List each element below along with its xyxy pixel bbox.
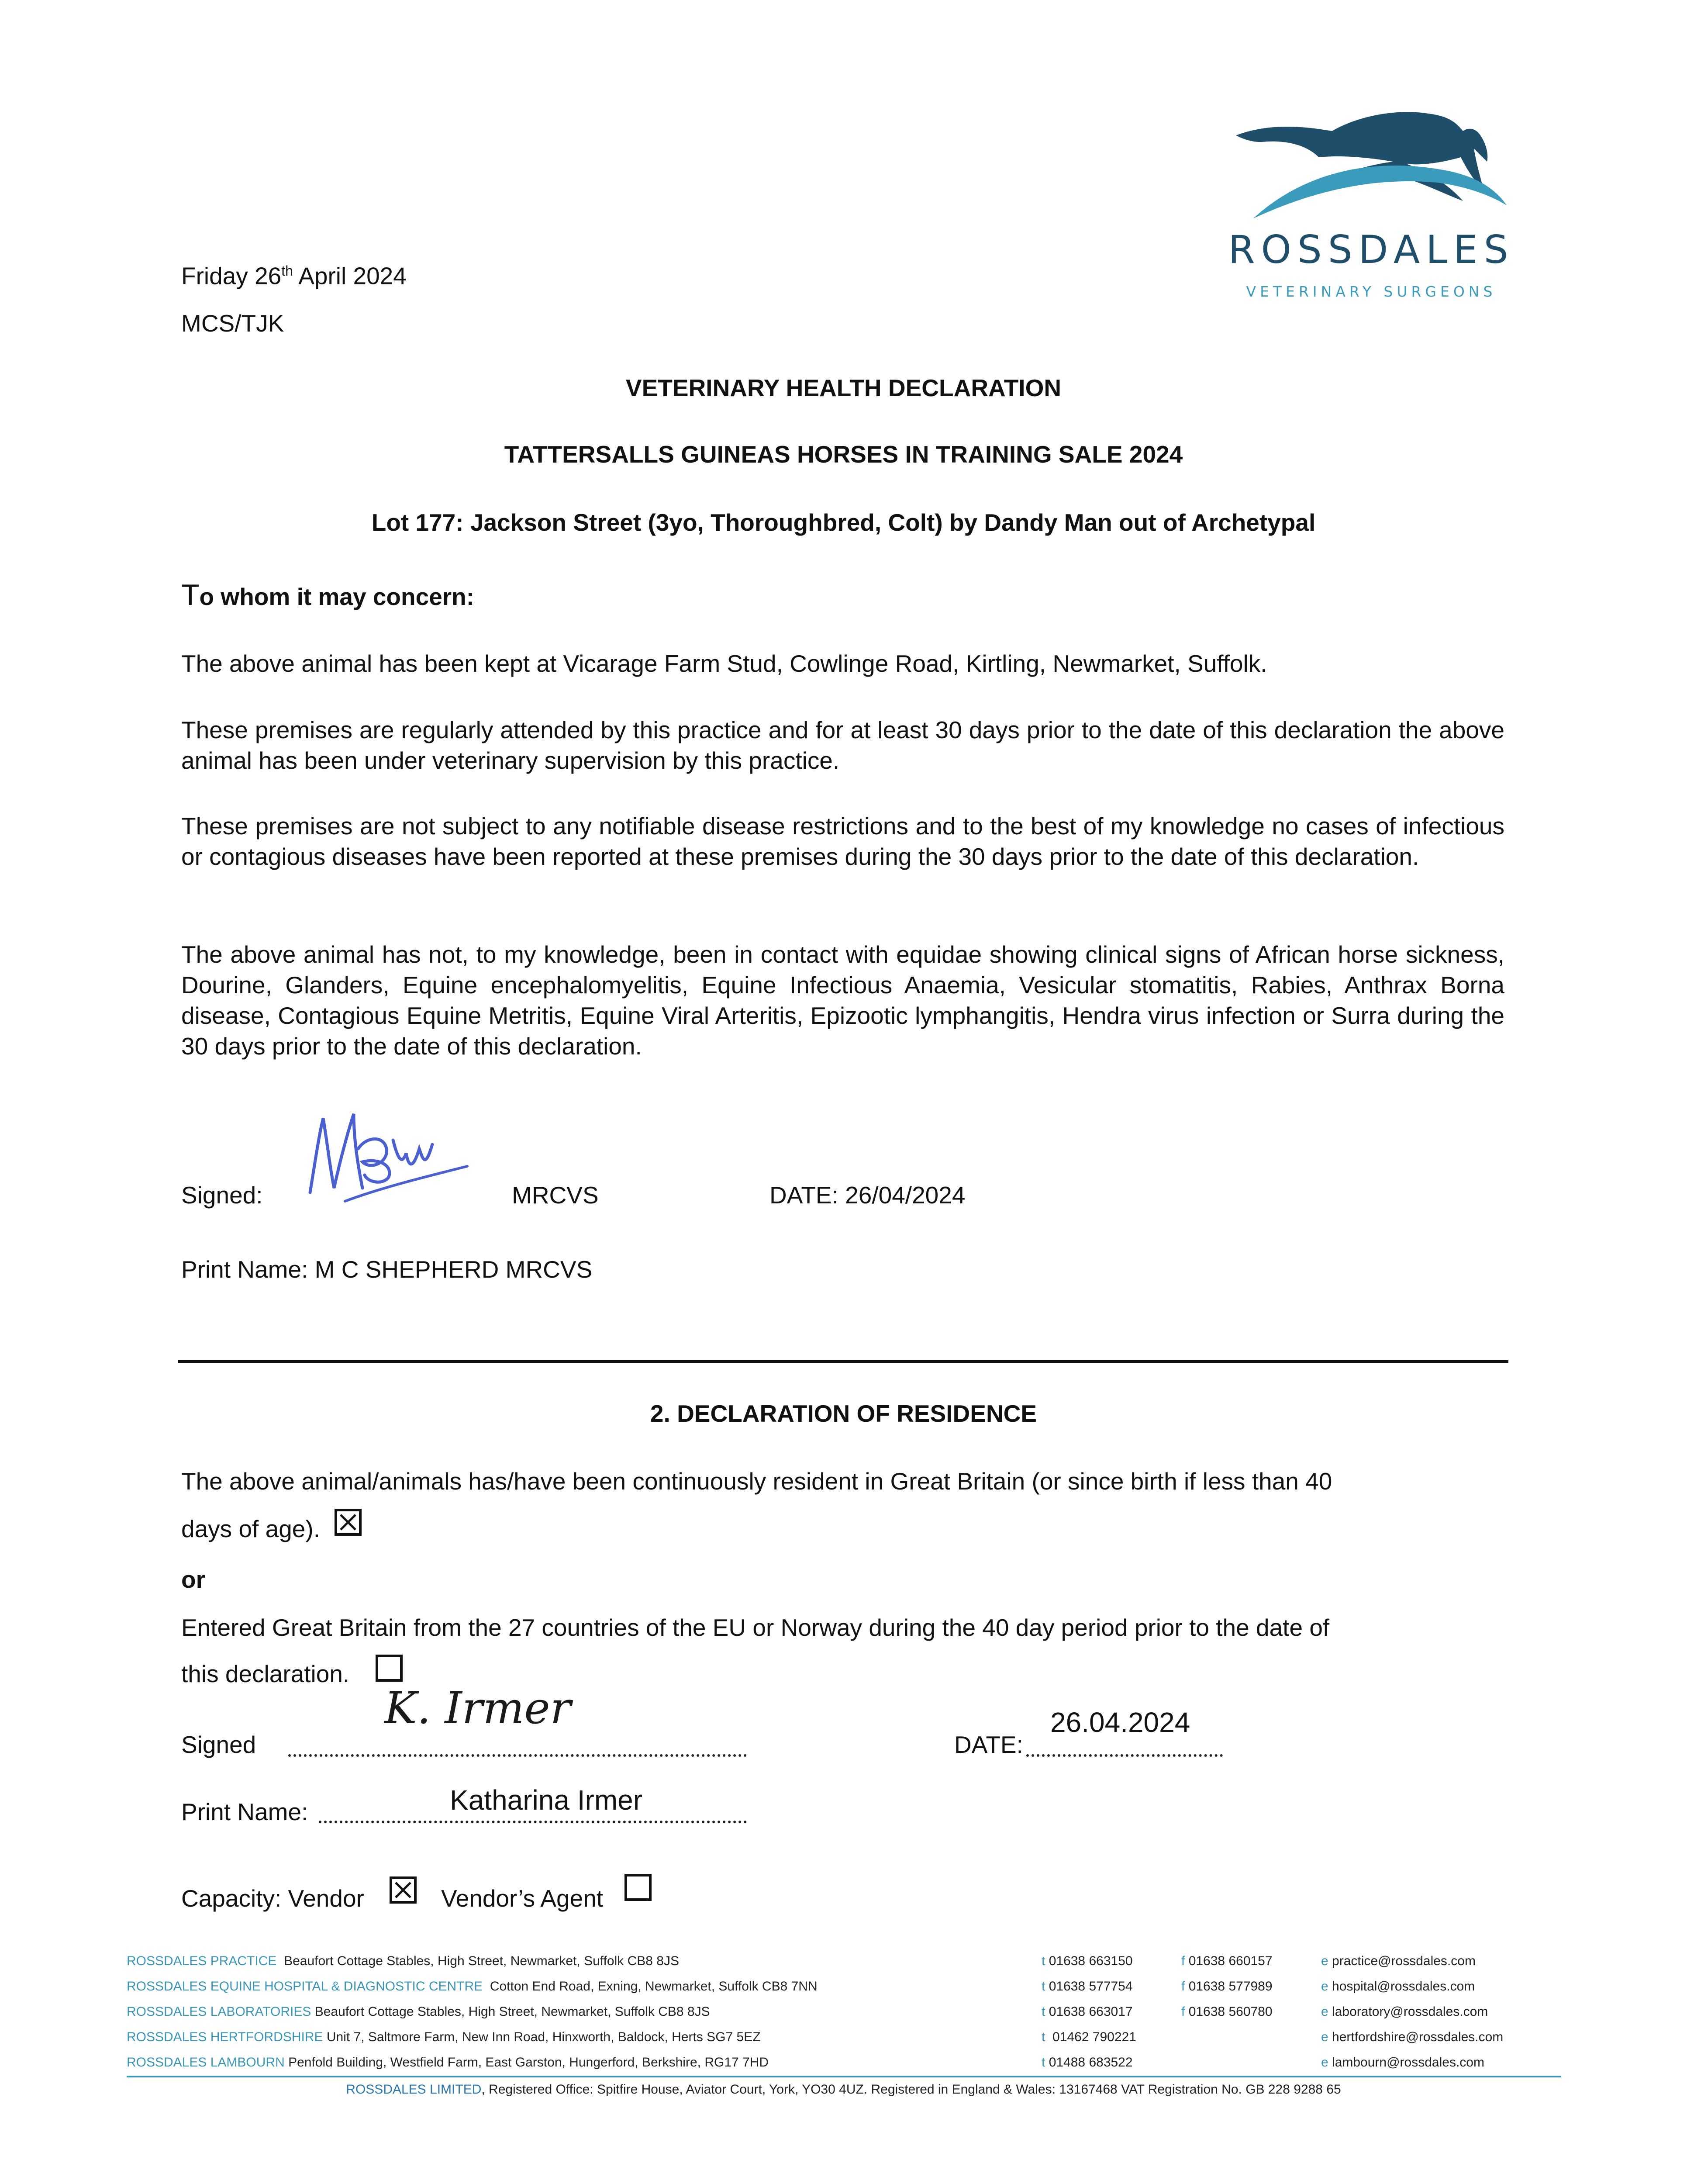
salutation <box>181 579 474 612</box>
email-label: e <box>1321 2004 1328 2019</box>
vendor-signed-label: Signed <box>181 1731 256 1758</box>
salutation-rest: o whom it may concern: <box>199 583 475 610</box>
footer-branch-name: ROSSDALES PRACTICE <box>127 1954 277 1968</box>
footer-branch-name: ROSSDALES HERTFORDSHIRE <box>127 2030 323 2044</box>
or-label: or <box>181 1566 205 1593</box>
footer-email[interactable] <box>1321 2028 1503 2046</box>
footer-phone <box>1042 1952 1133 1970</box>
check-x-icon <box>392 1879 414 1901</box>
reference: MCS/TJK <box>181 310 284 337</box>
letter-date <box>181 255 407 291</box>
vendor-handwritten-signature: K. Irmer <box>384 1683 571 1734</box>
horse-logo-icon <box>1218 105 1515 236</box>
email-address[interactable]: lambourn@rossdales.com <box>1332 2055 1484 2070</box>
vendor-print-value: Katharina Irmer <box>450 1784 643 1816</box>
vet-date: DATE: 26/04/2024 <box>769 1182 966 1209</box>
paragraph-no-contact: The above animal has not, to my knowledge, been in contact with equidae showing clinical signs of African horse sickness, Dourine, Glanders, Equine encephalomyelitis, Equine Infectious Anaemia, Vesicular stomatitis, Rabies, Anthrax Borna disease, Contagious Equine Metritis, Equine Viral Arteritis, Epizootic lymphangitis, Hendra virus infection or Surra during the 30 days prior to the date of this declaration. <box>181 941 1504 1060</box>
footer-phone <box>1042 2054 1133 2071</box>
residence-option1-line1: The above animal/animals has/have been continuously resident in Great Britain (or since birth if less than 40 <box>181 1468 1332 1495</box>
email-label: e <box>1321 1979 1328 1994</box>
footer-address: Unit 7, Saltmore Farm, New Inn Road, Hinxworth, Baldock, Herts SG7 5EZ <box>326 2030 761 2044</box>
phone-label: t <box>1042 2004 1045 2019</box>
footer-row <box>127 1952 679 1970</box>
registered-details: , Registered Office: Spitfire House, Aviator Court, York, YO30 4UZ. Registered in England & Wales: 13167468 VAT Registration No. GB 228 9288 65 <box>481 2082 1341 2097</box>
entered-checkbox[interactable] <box>376 1655 403 1682</box>
footer-address: Beaufort Cottage Stables, High Street, Newmarket, Suffolk CB8 8JS <box>284 1954 679 1968</box>
paragraph-kept: The above animal has been kept at Vicarage Farm Stud, Cowlinge Road, Kirtling, Newmarket, Suffolk. <box>181 650 1267 677</box>
footer-row <box>127 2028 761 2046</box>
capacity-agent-label: Vendor’s Agent <box>441 1885 604 1912</box>
footer-phone <box>1042 2028 1136 2046</box>
footer-row <box>127 2003 710 2021</box>
vet-qualification: MRCVS <box>512 1182 599 1209</box>
agent-capacity-checkbox[interactable] <box>624 1874 652 1901</box>
footer-divider <box>127 2076 1561 2077</box>
check-x-icon <box>337 1511 359 1533</box>
footer-phone <box>1042 2003 1133 2021</box>
phone-label: t <box>1042 1979 1045 1994</box>
rossdales-logo <box>1218 105 1515 314</box>
date-month-year: April 2024 <box>293 262 407 290</box>
footer-registration <box>0 2081 1687 2098</box>
footer-address: Cotton End Road, Exning, Newmarket, Suffolk CB8 7NN <box>490 1979 818 1994</box>
email-label: e <box>1321 1954 1328 1968</box>
vet-print-name: Print Name: M C SHEPHERD MRCVS <box>181 1256 593 1283</box>
lot-title: Lot 177: Jackson Street (3yo, Thoroughbred, Colt) by Dandy Man out of Archetypal <box>371 509 1316 536</box>
email-address[interactable]: practice@rossdales.com <box>1332 1954 1476 1968</box>
date-suffix: th <box>281 263 293 279</box>
resident-checkbox[interactable] <box>335 1509 362 1536</box>
vendor-capacity-checkbox[interactable] <box>390 1876 417 1904</box>
footer-email[interactable] <box>1321 2054 1484 2071</box>
vendor-print-label: Print Name: <box>181 1798 308 1825</box>
paragraph-supervision: These premises are regularly attended by this practice and for at least 30 days prior to the date of this declaration the above animal has been under veterinary supervision by this practice. <box>181 716 1504 774</box>
footer-fax <box>1181 2003 1273 2021</box>
logo-tagline: VETERINARY SURGEONS <box>1246 283 1497 300</box>
fax-number: 01638 660157 <box>1188 1954 1273 1968</box>
salutation-initial: T <box>181 578 200 612</box>
footer-fax <box>1181 1978 1273 1995</box>
email-address[interactable]: hospital@rossdales.com <box>1332 1979 1475 1994</box>
vendor-date-label: DATE: <box>954 1731 1023 1758</box>
fax-number: 01638 560780 <box>1188 2004 1273 2019</box>
page-title: VETERINARY HEALTH DECLARATION <box>625 374 1062 401</box>
phone-label: t <box>1042 2055 1045 2070</box>
logo-name: ROSSDALES <box>1228 227 1515 272</box>
vendor-date-line <box>1026 1754 1223 1757</box>
footer-phone <box>1042 1978 1133 1995</box>
footer-branch-name: ROSSDALES LABORATORIES <box>127 2004 311 2019</box>
vet-signed-label: Signed: <box>181 1182 263 1209</box>
sale-title: TATTERSALLS GUINEAS HORSES IN TRAINING SALE 2024 <box>504 441 1183 468</box>
residence-option2-line1: Entered Great Britain from the 27 countries of the EU or Norway during the 40 day period prior to the date of <box>181 1614 1330 1641</box>
footer-branch-name: ROSSDALES EQUINE HOSPITAL & DIAGNOSTIC CENTRE <box>127 1979 483 1994</box>
footer-email[interactable] <box>1321 2003 1488 2021</box>
footer-address: Penfold Building, Westfield Farm, East Garston, Hungerford, Berkshire, RG17 7HD <box>288 2055 769 2070</box>
section-divider <box>178 1360 1508 1363</box>
footer-branch-name: ROSSDALES LAMBOURN <box>127 2055 285 2070</box>
date-day: Friday 26 <box>181 262 282 290</box>
vendor-signature-line <box>288 1754 747 1757</box>
phone-label: t <box>1042 2030 1045 2044</box>
fax-label: f <box>1181 2004 1185 2019</box>
residence-option2-line2: this declaration. <box>181 1660 350 1687</box>
email-address[interactable]: laboratory@rossdales.com <box>1332 2004 1488 2019</box>
footer-fax <box>1181 1952 1273 1970</box>
capacity-vendor-label: Capacity: Vendor <box>181 1885 364 1912</box>
phone-label: t <box>1042 1954 1045 1968</box>
footer-email[interactable] <box>1321 1978 1475 1995</box>
email-label: e <box>1321 2055 1328 2070</box>
residence-heading: 2. DECLARATION OF RESIDENCE <box>650 1400 1037 1427</box>
phone-number: 01488 683522 <box>1049 2055 1133 2070</box>
registered-company-name: ROSSDALES LIMITED <box>346 2082 482 2097</box>
paragraph-no-restrictions: These premises are not subject to any notifiable disease restrictions and to the best of my knowledge no cases of infectious or contagious diseases have been reported at these premises during the 30 days prior to the date of this declaration. <box>181 812 1504 870</box>
fax-number: 01638 577989 <box>1188 1979 1273 1994</box>
phone-number: 01638 663150 <box>1049 1954 1133 1968</box>
footer-row <box>127 2054 769 2071</box>
footer-row <box>127 1978 818 1995</box>
vendor-date-value: 26.04.2024 <box>1050 1707 1190 1738</box>
vendor-print-line <box>319 1821 747 1823</box>
phone-number: 01462 790221 <box>1052 2030 1136 2044</box>
residence-option1-line2: days of age). <box>181 1515 320 1542</box>
fax-label: f <box>1181 1979 1185 1994</box>
email-address[interactable]: hertfordshire@rossdales.com <box>1332 2030 1504 2044</box>
phone-number: 01638 663017 <box>1049 2004 1133 2019</box>
footer-email[interactable] <box>1321 1952 1476 1970</box>
email-label: e <box>1321 2030 1328 2044</box>
footer-address: Beaufort Cottage Stables, High Street, Newmarket, Suffolk CB8 8JS <box>314 2004 710 2019</box>
phone-number: 01638 577754 <box>1049 1979 1133 1994</box>
fax-label: f <box>1181 1954 1185 1968</box>
vet-signature-image <box>293 1101 476 1206</box>
